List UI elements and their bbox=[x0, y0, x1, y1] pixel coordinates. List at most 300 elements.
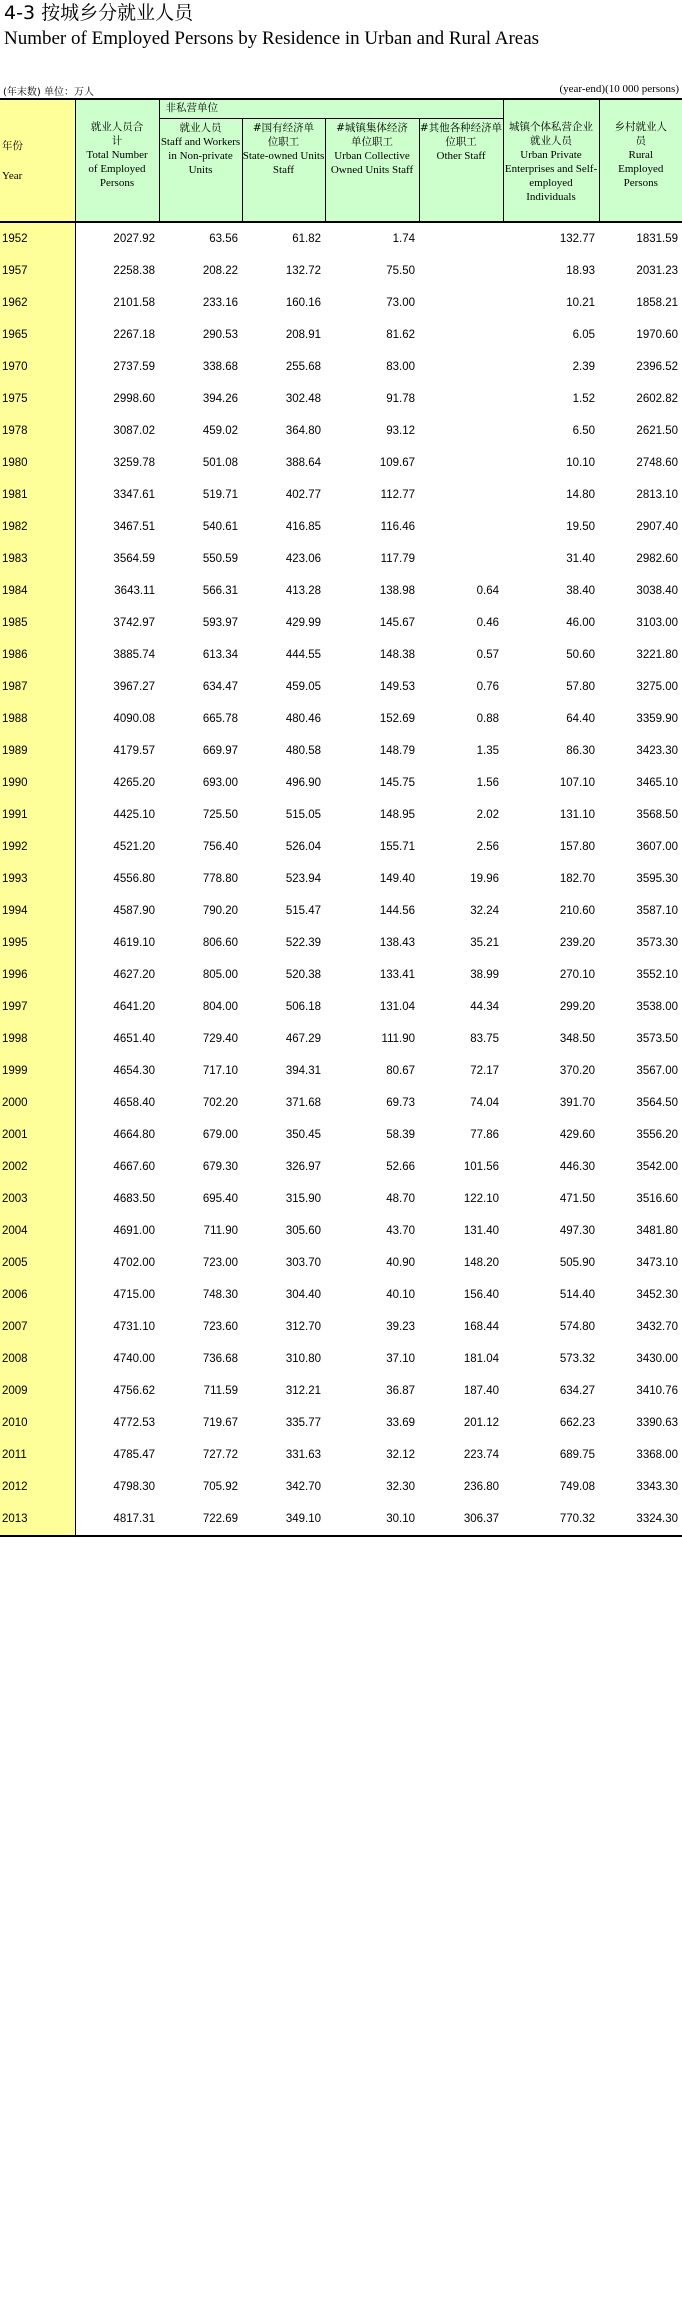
cell-private: 429.60 bbox=[559, 1129, 595, 1141]
cell-year: 2012 bbox=[0, 1471, 75, 1503]
cell-collective: 48.70 bbox=[386, 1193, 415, 1205]
cell-other: 74.04 bbox=[470, 1097, 499, 1109]
cell-nonprivate: 717.10 bbox=[202, 1065, 238, 1077]
cell-collective: 131.04 bbox=[379, 1001, 415, 1013]
header-rural-en: Rural Employed Persons bbox=[618, 149, 664, 189]
cell-total: 3467.51 bbox=[113, 521, 155, 533]
cell-total: 4556.80 bbox=[113, 873, 155, 885]
cell-year: 1988 bbox=[0, 703, 75, 735]
cell-year: 2007 bbox=[0, 1311, 75, 1343]
cell-collective: 155.71 bbox=[379, 841, 415, 853]
cell-rural: 2813.10 bbox=[636, 489, 678, 501]
cell-nonprivate: 665.78 bbox=[202, 713, 238, 725]
cell-total: 4654.30 bbox=[113, 1065, 155, 1077]
cell-private: 10.21 bbox=[566, 297, 595, 309]
cell-collective: 69.73 bbox=[386, 1097, 415, 1109]
cell-nonprivate: 519.71 bbox=[202, 489, 238, 501]
cell-total: 4740.00 bbox=[113, 1353, 155, 1365]
table-row bbox=[0, 991, 682, 1023]
cell-soe: 371.68 bbox=[285, 1097, 321, 1109]
cell-soe: 304.40 bbox=[285, 1289, 321, 1301]
cell-total: 4715.00 bbox=[113, 1289, 155, 1301]
cell-nonprivate: 679.30 bbox=[202, 1161, 238, 1173]
cell-soe: 467.29 bbox=[285, 1033, 321, 1045]
cell-private: 391.70 bbox=[559, 1097, 595, 1109]
cell-total: 4667.60 bbox=[113, 1161, 155, 1173]
table-row bbox=[0, 703, 682, 735]
cell-private: 348.50 bbox=[559, 1033, 595, 1045]
cell-total: 4521.20 bbox=[113, 841, 155, 853]
cell-private: 210.60 bbox=[559, 905, 595, 917]
cell-collective: 148.79 bbox=[379, 745, 415, 757]
table-row bbox=[0, 1087, 682, 1119]
cell-nonprivate: 702.20 bbox=[202, 1097, 238, 1109]
cell-nonprivate: 729.40 bbox=[202, 1033, 238, 1045]
table-row bbox=[0, 1439, 682, 1471]
cell-soe: 429.99 bbox=[285, 617, 321, 629]
cell-private: 86.30 bbox=[566, 745, 595, 757]
header-other bbox=[419, 119, 503, 223]
header-nonprivate-en: Staff and Workers in Non-private Units bbox=[160, 136, 241, 176]
cell-other: 1.35 bbox=[476, 745, 499, 757]
table-row bbox=[0, 1055, 682, 1087]
cell-rural: 3452.30 bbox=[636, 1289, 678, 1301]
cell-year: 1999 bbox=[0, 1055, 75, 1087]
cell-soe: 523.94 bbox=[285, 873, 321, 885]
cell-year: 2003 bbox=[0, 1183, 75, 1215]
cell-soe: 312.70 bbox=[285, 1321, 321, 1333]
cell-rural: 3410.76 bbox=[636, 1385, 678, 1397]
cell-collective: 145.75 bbox=[379, 777, 415, 789]
cell-nonprivate: 566.31 bbox=[202, 585, 238, 597]
cell-year: 1981 bbox=[0, 479, 75, 511]
cell-other: 122.10 bbox=[463, 1193, 499, 1205]
page-title-en: Number of Employed Persons by Residence in Urban and Rural Areas bbox=[4, 28, 540, 49]
cell-year: 1989 bbox=[0, 735, 75, 767]
cell-nonprivate: 679.00 bbox=[202, 1129, 238, 1141]
cell-private: 19.50 bbox=[566, 521, 595, 533]
cell-collective: 112.77 bbox=[380, 489, 415, 501]
cell-year: 2013 bbox=[0, 1503, 75, 1536]
cell-collective: 152.69 bbox=[379, 713, 415, 725]
cell-rural: 3538.00 bbox=[636, 1001, 678, 1013]
header-rural-cn: 乡村就业人员 bbox=[614, 121, 667, 147]
header-year-cn: 年份 bbox=[2, 139, 23, 152]
cell-total: 4798.30 bbox=[113, 1481, 155, 1493]
cell-nonprivate: 459.02 bbox=[202, 425, 238, 437]
table-body bbox=[0, 222, 682, 1536]
header-total-en: Total Number of Employed Persons bbox=[86, 149, 148, 189]
cell-total: 3564.59 bbox=[113, 553, 155, 565]
table-row bbox=[0, 1183, 682, 1215]
cell-total: 3087.02 bbox=[113, 425, 155, 437]
cell-total: 3643.11 bbox=[114, 585, 155, 597]
cell-rural: 3568.50 bbox=[636, 809, 678, 821]
cell-rural: 3473.10 bbox=[636, 1257, 678, 1269]
cell-nonprivate: 613.34 bbox=[202, 649, 238, 661]
header-private-cn: 城镇个体私营企业就业人员 bbox=[509, 121, 593, 147]
cell-collective: 75.50 bbox=[386, 265, 415, 277]
cell-private: 370.20 bbox=[559, 1065, 595, 1077]
cell-collective: 83.00 bbox=[386, 361, 415, 373]
cell-total: 2027.92 bbox=[113, 233, 155, 245]
cell-private: 131.10 bbox=[559, 809, 595, 821]
cell-soe: 335.77 bbox=[285, 1417, 321, 1429]
cell-other bbox=[419, 351, 503, 383]
cell-private: 157.80 bbox=[559, 841, 595, 853]
page-title-cn: 4-3 按城乡分就业人员 bbox=[4, 2, 194, 24]
cell-other: 1.56 bbox=[476, 777, 499, 789]
cell-private: 689.75 bbox=[559, 1449, 595, 1461]
cell-soe: 305.60 bbox=[285, 1225, 321, 1237]
cell-private: 770.32 bbox=[503, 1503, 599, 1536]
table-row bbox=[0, 415, 682, 447]
cell-total: 2737.59 bbox=[113, 361, 155, 373]
cell-soe: 522.39 bbox=[285, 937, 321, 949]
cell-collective: 43.70 bbox=[386, 1225, 415, 1237]
cell-year: 1978 bbox=[0, 415, 75, 447]
cell-year: 1983 bbox=[0, 543, 75, 575]
cell-other: 32.24 bbox=[470, 905, 499, 917]
table-row bbox=[0, 735, 682, 767]
cell-soe: 350.45 bbox=[285, 1129, 321, 1141]
header-collective-cn: #城镇集体经济单位职工 bbox=[336, 122, 408, 148]
cell-nonprivate: 540.61 bbox=[202, 521, 238, 533]
cell-nonprivate: 593.97 bbox=[202, 617, 238, 629]
cell-year: 1995 bbox=[0, 927, 75, 959]
cell-rural: 2748.60 bbox=[636, 457, 678, 469]
cell-collective: 73.00 bbox=[386, 297, 415, 309]
cell-year: 1994 bbox=[0, 895, 75, 927]
cell-total: 4651.40 bbox=[113, 1033, 155, 1045]
cell-nonprivate: 778.80 bbox=[202, 873, 238, 885]
cell-private: 1.52 bbox=[572, 393, 595, 405]
cell-nonprivate: 736.68 bbox=[202, 1353, 238, 1365]
cell-rural: 3275.00 bbox=[636, 681, 678, 693]
cell-soe: 515.47 bbox=[285, 905, 321, 917]
cell-soe: 303.70 bbox=[285, 1257, 321, 1269]
table-row bbox=[0, 799, 682, 831]
cell-soe: 416.85 bbox=[285, 521, 321, 533]
cell-total: 4691.00 bbox=[113, 1225, 155, 1237]
cell-other: 201.12 bbox=[463, 1417, 499, 1429]
cell-nonprivate: 394.26 bbox=[202, 393, 238, 405]
cell-soe: 349.10 bbox=[242, 1503, 325, 1536]
cell-other: 187.40 bbox=[463, 1385, 499, 1397]
cell-rural: 2907.40 bbox=[636, 521, 678, 533]
cell-soe: 480.46 bbox=[285, 713, 321, 725]
cell-private: 50.60 bbox=[566, 649, 595, 661]
cell-soe: 364.80 bbox=[285, 425, 321, 437]
cell-nonprivate: 723.00 bbox=[202, 1257, 238, 1269]
cell-rural: 1831.59 bbox=[636, 233, 678, 245]
cell-year: 1982 bbox=[0, 511, 75, 543]
table-row bbox=[0, 255, 682, 287]
table-row bbox=[0, 1375, 682, 1407]
cell-nonprivate: 756.40 bbox=[202, 841, 238, 853]
cell-nonprivate: 805.00 bbox=[202, 969, 238, 981]
cell-nonprivate: 719.67 bbox=[202, 1417, 238, 1429]
cell-soe: 302.48 bbox=[285, 393, 321, 405]
cell-collective: 109.67 bbox=[379, 457, 415, 469]
cell-soe: 496.90 bbox=[285, 777, 321, 789]
cell-year: 1986 bbox=[0, 639, 75, 671]
header-year-en: Year bbox=[2, 169, 23, 182]
cell-year: 1975 bbox=[0, 383, 75, 415]
header-nonprivate-cn: 就业人员 bbox=[179, 122, 222, 134]
cell-soe: 310.80 bbox=[285, 1353, 321, 1365]
cell-nonprivate: 550.59 bbox=[202, 553, 238, 565]
cell-other: 131.40 bbox=[463, 1225, 499, 1237]
cell-nonprivate: 669.97 bbox=[202, 745, 238, 757]
cell-soe: 388.64 bbox=[285, 457, 321, 469]
cell-private: 505.90 bbox=[559, 1257, 595, 1269]
cell-collective: 111.90 bbox=[381, 1033, 415, 1045]
table-row bbox=[0, 895, 682, 927]
cell-total: 4702.00 bbox=[113, 1257, 155, 1269]
table-row bbox=[0, 479, 682, 511]
table-row bbox=[0, 1119, 682, 1151]
cell-year: 1962 bbox=[0, 287, 75, 319]
cell-private: 46.00 bbox=[566, 617, 595, 629]
cell-nonprivate: 748.30 bbox=[202, 1289, 238, 1301]
cell-year: 1984 bbox=[0, 575, 75, 607]
cell-nonprivate: 338.68 bbox=[202, 361, 238, 373]
cell-collective: 93.12 bbox=[386, 425, 415, 437]
cell-collective: 144.56 bbox=[379, 905, 415, 917]
table-row bbox=[0, 1279, 682, 1311]
cell-other bbox=[419, 222, 503, 255]
cell-rural: 3573.30 bbox=[636, 937, 678, 949]
table-row bbox=[0, 575, 682, 607]
table-row bbox=[0, 1471, 682, 1503]
cell-total: 4658.40 bbox=[113, 1097, 155, 1109]
cell-year: 1991 bbox=[0, 799, 75, 831]
cell-private: 514.40 bbox=[559, 1289, 595, 1301]
cell-year: 1993 bbox=[0, 863, 75, 895]
cell-rural: 3564.50 bbox=[636, 1097, 678, 1109]
cell-nonprivate: 804.00 bbox=[202, 1001, 238, 1013]
table-row bbox=[0, 1247, 682, 1279]
cell-nonprivate: 501.08 bbox=[202, 457, 238, 469]
cell-total: 4619.10 bbox=[113, 937, 155, 949]
cell-collective: 149.53 bbox=[379, 681, 415, 693]
cell-private: 2.39 bbox=[572, 361, 595, 373]
cell-soe: 413.28 bbox=[285, 585, 321, 597]
cell-soe: 526.04 bbox=[285, 841, 321, 853]
unit-note-cn: (年末数) 单位：万人 bbox=[3, 87, 94, 98]
cell-other bbox=[419, 447, 503, 479]
cell-collective: 36.87 bbox=[386, 1385, 415, 1397]
cell-other bbox=[419, 383, 503, 415]
cell-total: 2267.18 bbox=[113, 329, 155, 341]
cell-collective: 138.98 bbox=[379, 585, 415, 597]
cell-nonprivate: 711.90 bbox=[203, 1225, 238, 1237]
cell-other: 148.20 bbox=[463, 1257, 499, 1269]
cell-other: 223.74 bbox=[463, 1449, 499, 1461]
cell-private: 749.08 bbox=[559, 1481, 595, 1493]
cell-rural: 3573.50 bbox=[636, 1033, 678, 1045]
cell-collective: 138.43 bbox=[379, 937, 415, 949]
cell-total: 4587.90 bbox=[113, 905, 155, 917]
cell-collective: 37.10 bbox=[386, 1353, 415, 1365]
cell-rural: 3359.90 bbox=[636, 713, 678, 725]
cell-private: 299.20 bbox=[559, 1001, 595, 1013]
table-row bbox=[0, 511, 682, 543]
cell-year: 1997 bbox=[0, 991, 75, 1023]
cell-private: 57.80 bbox=[566, 681, 595, 693]
cell-other bbox=[419, 415, 503, 447]
cell-nonprivate: 634.47 bbox=[202, 681, 238, 693]
cell-soe: 402.77 bbox=[285, 489, 321, 501]
cell-private: 239.20 bbox=[559, 937, 595, 949]
cell-private: 634.27 bbox=[559, 1385, 595, 1397]
header-soe-en: State-owned Units Staff bbox=[242, 150, 325, 176]
header-collective-en: Urban Collective Owned Units Staff bbox=[330, 150, 414, 176]
cell-total: 4731.10 bbox=[113, 1321, 155, 1333]
cell-private: 132.77 bbox=[559, 233, 595, 245]
cell-year: 2000 bbox=[0, 1087, 75, 1119]
cell-year: 1970 bbox=[0, 351, 75, 383]
cell-soe: 61.82 bbox=[292, 233, 321, 245]
table-row bbox=[0, 1151, 682, 1183]
cell-soe: 480.58 bbox=[285, 745, 321, 757]
cell-other: 38.99 bbox=[470, 969, 499, 981]
header-other-en: Other Staff bbox=[436, 150, 486, 162]
employment-table bbox=[0, 98, 682, 1537]
cell-soe: 208.91 bbox=[285, 329, 321, 341]
cell-private: 18.93 bbox=[566, 265, 595, 277]
cell-year: 2009 bbox=[0, 1375, 75, 1407]
cell-rural: 2602.82 bbox=[636, 393, 678, 405]
cell-soe: 326.97 bbox=[285, 1161, 321, 1173]
table-row bbox=[0, 767, 682, 799]
cell-rural: 3423.30 bbox=[636, 745, 678, 757]
header-total-cn: 就业人员合计 bbox=[90, 121, 144, 147]
cell-total: 3742.97 bbox=[113, 617, 155, 629]
cell-other: 156.40 bbox=[463, 1289, 499, 1301]
cell-rural: 3324.30 bbox=[599, 1503, 682, 1536]
cell-year: 2008 bbox=[0, 1343, 75, 1375]
cell-private: 471.50 bbox=[559, 1193, 595, 1205]
table-row bbox=[0, 1311, 682, 1343]
cell-rural: 3465.10 bbox=[636, 777, 678, 789]
cell-collective: 91.78 bbox=[386, 393, 415, 405]
table-row bbox=[0, 351, 682, 383]
table-row bbox=[0, 222, 682, 255]
cell-other: 2.56 bbox=[476, 841, 499, 853]
cell-collective: 148.95 bbox=[379, 809, 415, 821]
cell-total: 4425.10 bbox=[113, 809, 155, 821]
cell-rural: 3368.00 bbox=[636, 1449, 678, 1461]
cell-other: 0.64 bbox=[476, 585, 499, 597]
cell-nonprivate: 722.69 bbox=[159, 1503, 242, 1536]
cell-private: 497.30 bbox=[559, 1225, 595, 1237]
cell-nonprivate: 290.53 bbox=[202, 329, 238, 341]
cell-total: 4179.57 bbox=[113, 745, 155, 757]
cell-rural: 3103.00 bbox=[636, 617, 678, 629]
cell-collective: 145.67 bbox=[379, 617, 415, 629]
cell-other: 168.44 bbox=[463, 1321, 499, 1333]
cell-year: 2011 bbox=[0, 1439, 75, 1471]
cell-private: 573.32 bbox=[559, 1353, 595, 1365]
table-row bbox=[0, 607, 682, 639]
cell-other bbox=[419, 511, 503, 543]
cell-year: 2006 bbox=[0, 1279, 75, 1311]
cell-soe: 132.72 bbox=[285, 265, 321, 277]
cell-soe: 394.31 bbox=[285, 1065, 321, 1077]
cell-year: 1985 bbox=[0, 607, 75, 639]
cell-year: 1980 bbox=[0, 447, 75, 479]
cell-private: 64.40 bbox=[566, 713, 595, 725]
header-private-en: Urban Private Enterprises and Self-employed Individuals bbox=[504, 149, 598, 203]
cell-rural: 2982.60 bbox=[636, 553, 678, 565]
cell-nonprivate: 723.60 bbox=[202, 1321, 238, 1333]
table-row bbox=[0, 287, 682, 319]
cell-collective: 1.74 bbox=[392, 233, 415, 245]
cell-other: 236.80 bbox=[463, 1481, 499, 1493]
cell-soe: 315.90 bbox=[285, 1193, 321, 1205]
cell-year: 1952 bbox=[0, 222, 75, 255]
cell-rural: 1858.21 bbox=[636, 297, 678, 309]
cell-other: 181.04 bbox=[463, 1353, 499, 1365]
cell-total: 4627.20 bbox=[113, 969, 155, 981]
cell-other: 2.02 bbox=[476, 809, 499, 821]
table-row bbox=[0, 671, 682, 703]
cell-total: 3885.74 bbox=[113, 649, 155, 661]
cell-nonprivate: 208.22 bbox=[202, 265, 238, 277]
cell-soe: 459.05 bbox=[285, 681, 321, 693]
cell-year: 1996 bbox=[0, 959, 75, 991]
cell-other: 35.21 bbox=[470, 937, 499, 949]
table-row bbox=[0, 543, 682, 575]
cell-other: 101.56 bbox=[463, 1161, 499, 1173]
cell-other: 306.37 bbox=[419, 1503, 503, 1536]
cell-collective: 116.46 bbox=[380, 521, 415, 533]
cell-collective: 81.62 bbox=[386, 329, 415, 341]
header-year bbox=[0, 99, 75, 222]
cell-rural: 3595.30 bbox=[636, 873, 678, 885]
cell-other bbox=[419, 255, 503, 287]
cell-collective: 32.30 bbox=[386, 1481, 415, 1493]
cell-year: 2004 bbox=[0, 1215, 75, 1247]
cell-soe: 423.06 bbox=[285, 553, 321, 565]
cell-other: 0.57 bbox=[476, 649, 499, 661]
cell-rural: 3556.20 bbox=[636, 1129, 678, 1141]
header-soe bbox=[242, 119, 325, 223]
cell-soe: 444.55 bbox=[285, 649, 321, 661]
cell-other: 0.76 bbox=[476, 681, 499, 693]
cell-year: 1957 bbox=[0, 255, 75, 287]
cell-other bbox=[419, 287, 503, 319]
cell-collective: 117.79 bbox=[380, 553, 415, 565]
cell-rural: 3516.60 bbox=[636, 1193, 678, 1205]
cell-collective: 33.69 bbox=[386, 1417, 415, 1429]
cell-soe: 520.38 bbox=[285, 969, 321, 981]
cell-total: 4683.50 bbox=[113, 1193, 155, 1205]
cell-collective: 30.10 bbox=[325, 1503, 419, 1536]
cell-year: 1965 bbox=[0, 319, 75, 351]
cell-private: 10.10 bbox=[566, 457, 595, 469]
cell-rural: 3587.10 bbox=[636, 905, 678, 917]
cell-nonprivate: 693.00 bbox=[202, 777, 238, 789]
cell-total: 2998.60 bbox=[113, 393, 155, 405]
cell-other: 77.86 bbox=[470, 1129, 499, 1141]
cell-total: 3347.61 bbox=[113, 489, 155, 501]
cell-soe: 342.70 bbox=[285, 1481, 321, 1493]
cell-collective: 133.41 bbox=[379, 969, 415, 981]
table-row bbox=[0, 1023, 682, 1055]
